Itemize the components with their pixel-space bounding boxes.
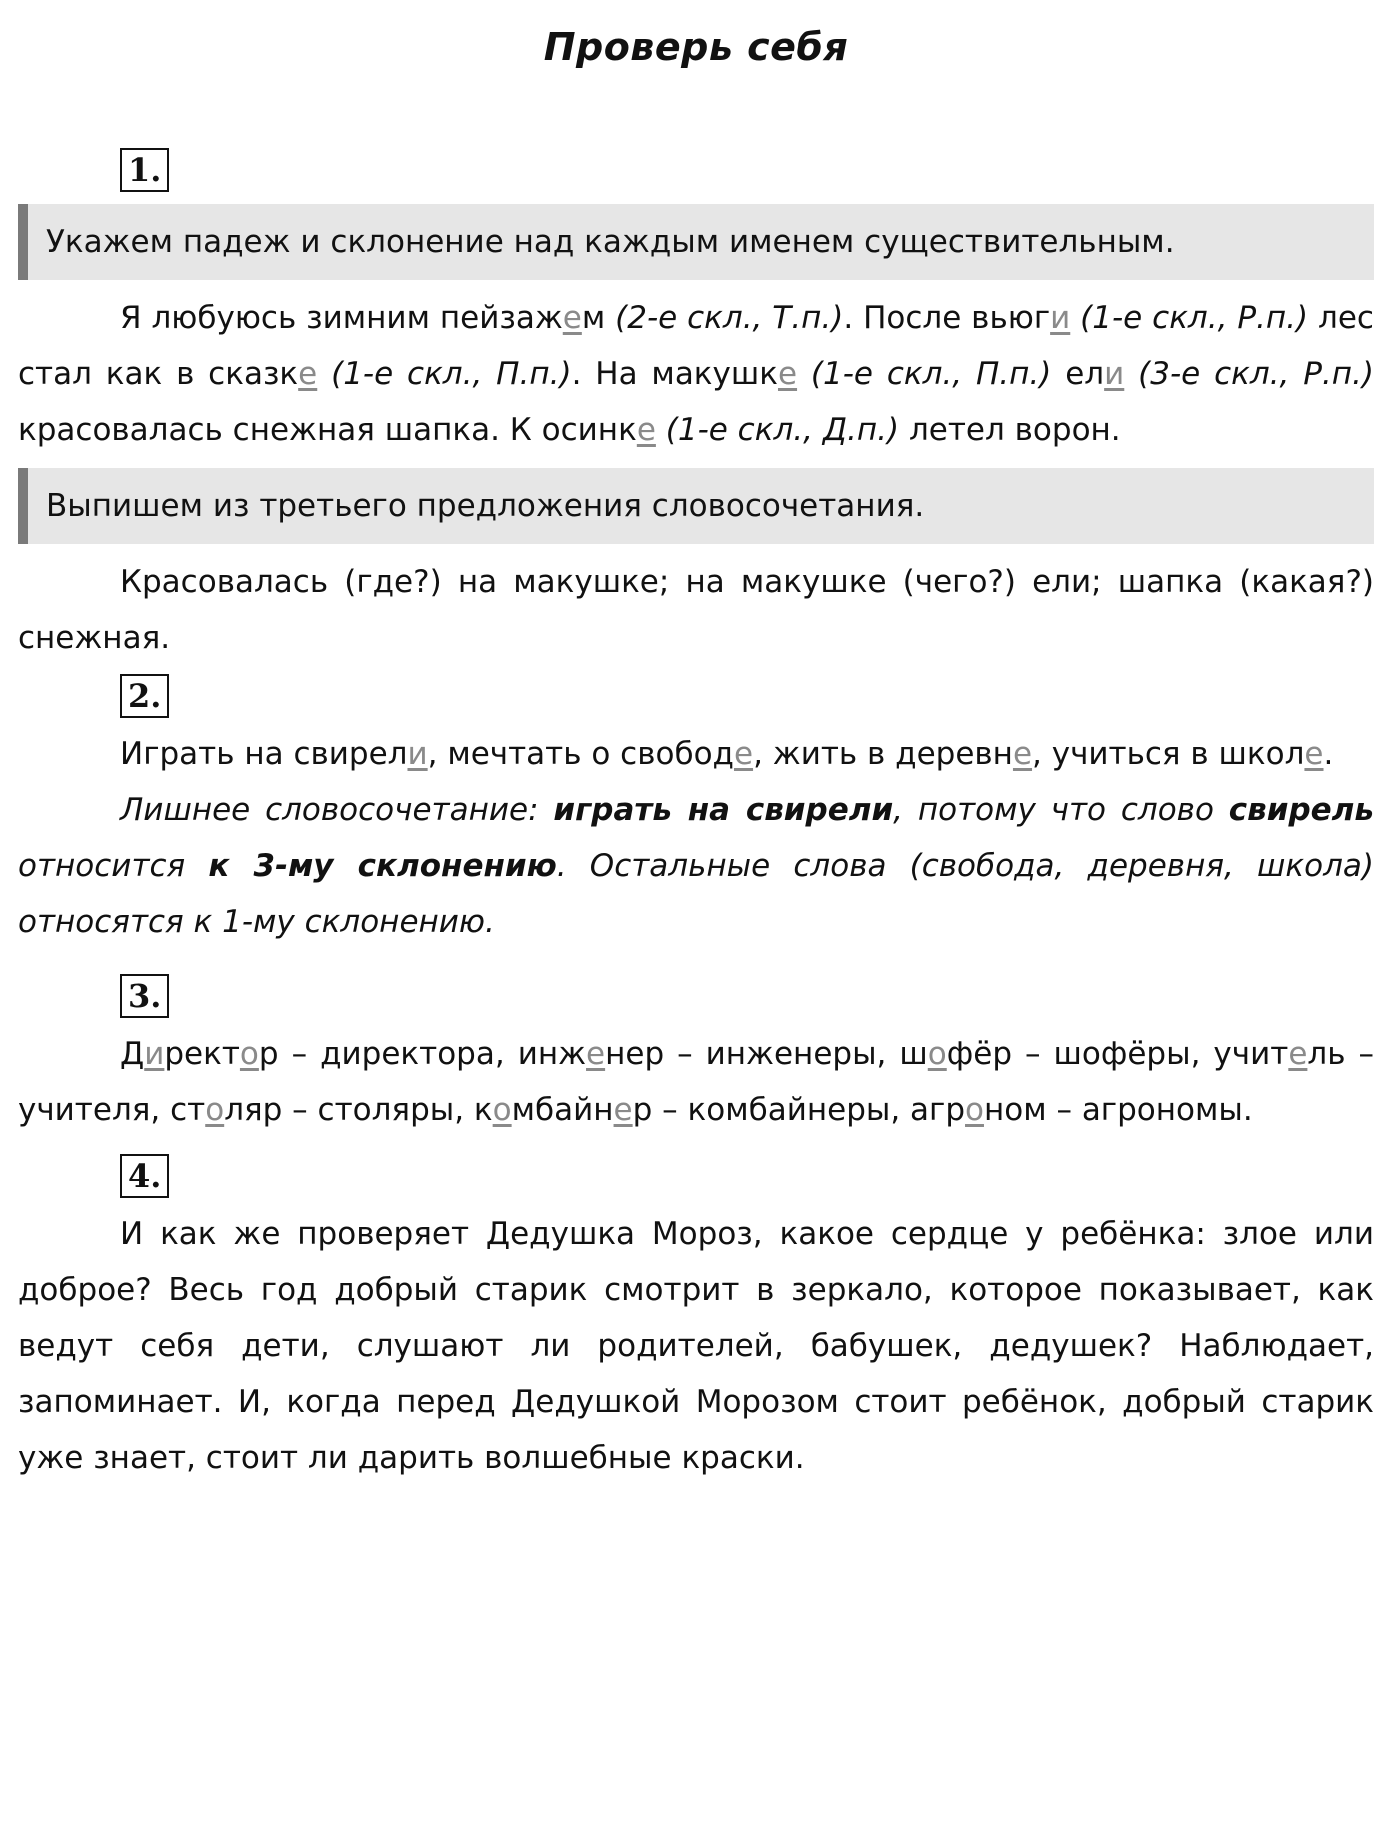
instruction-2: Выпишем из третьего предложения словосочетания. [18,468,1374,544]
highlighted-vowel: е [1288,1036,1308,1072]
text [1070,300,1080,336]
text: Лишнее словосочетание: [120,792,554,828]
task-4-paragraph: И как же проверяет Дедушка Мороз, какое сердце у ребёнка: злое или доброе? Весь год добрый старик смотрит в зеркало, которое показывает, как ведут себя дети, слушают ли родителей, бабушек, дедушек? Наблюдает, запоминает. И, когда перед Дедушкой Морозом стоит ребёнок, добрый старик уже знает, стоит ли дарить волшебные краски. [18,1216,1374,1476]
task-number-3: 3. [120,974,169,1018]
task-4-header [18,1154,1374,1198]
case-note: (1-е скл., Д.п.) [665,412,900,448]
case-note: (3-е скл., Р.п.) [1138,356,1374,392]
task-number-1: 1. [120,148,169,192]
task-2-note [18,782,1374,950]
text: нер – инженеры, ш [605,1036,928,1072]
task-1-paragraph-2: Красовалась (где?) на макушке; на макушке (чего?) ели; шапка (какая?) снежная. [18,564,1374,656]
text: р – комбайнеры, агр [632,1092,966,1128]
text: летел ворон. [899,412,1121,448]
text [797,356,811,392]
highlighted-ending: е [1304,736,1324,772]
text: . После вьюг [843,300,1051,336]
highlighted-vowel: и [144,1036,165,1072]
text: фёр – шофёры, учит [946,1036,1289,1072]
highlighted-ending: е [1012,736,1033,772]
highlighted-ending: е [298,356,318,392]
text [1124,356,1138,392]
highlighted-ending: и [1050,300,1071,336]
highlighted-vowel: о [239,1036,259,1072]
case-note: (1-е скл., П.п.) [331,356,572,392]
text: , потому что слово [893,792,1229,828]
highlighted-ending: и [1104,356,1125,392]
text: мбайн [511,1092,614,1128]
highlighted-ending: е [733,736,754,772]
text: , мечтать о свобод [427,736,734,772]
text: Играть на свирел [120,736,408,772]
text: рект [164,1036,240,1072]
text: р – директора, инж [258,1036,587,1072]
highlighted-vowel: е [613,1092,633,1128]
highlighted-vowel: о [965,1092,984,1128]
task-1-header [18,148,1374,192]
task-3-paragraph [18,1026,1374,1138]
text: м [581,300,616,336]
page-title: Проверь себя [543,25,849,69]
highlighted-vowel: о [205,1092,225,1128]
highlighted-ending: е [562,300,582,336]
task-2-header [18,674,1374,718]
text [656,412,666,448]
text: . На макушк [571,356,778,392]
task-2-paragraph [18,726,1374,782]
text: . Остальные слова (свобода, деревня, школа) относятся к 1-му склонению. [18,848,1374,940]
case-note: (1-е скл., Р.п.) [1080,300,1309,336]
case-note: (1-е скл., П.п.) [810,356,1052,392]
highlighted-vowel: о [927,1036,947,1072]
highlighted-vowel: о [492,1092,512,1128]
case-note: (2-е скл., Т.п.) [615,300,844,336]
text: ел [1051,356,1105,392]
bold-text: к 3-му склонению [208,848,557,884]
highlighted-vowel: е [586,1036,606,1072]
text: красовалась снежная шапка. К осинк [18,412,637,448]
text: относится [18,848,209,884]
text: . [1323,736,1334,772]
task-number-4: 4. [120,1154,169,1198]
text: Я любуюсь зимним пейзаж [120,300,563,336]
task-3-header [18,974,1374,1018]
text: ль – учителя, ст [18,1036,1374,1128]
highlighted-ending: е [636,412,656,448]
text: Д [120,1036,145,1072]
text [317,356,331,392]
task-number-2: 2. [120,674,169,718]
text: , учиться в школ [1032,736,1305,772]
task-1-paragraph-1 [18,290,1374,458]
instruction-1: Укажем падеж и склонение над каждым именем существительным. [18,204,1374,280]
text: ном – агрономы. [983,1092,1253,1128]
highlighted-ending: и [407,736,428,772]
text: лес стал как в сказк [18,300,1374,392]
bold-text: свирель [1228,792,1374,828]
highlighted-ending: е [777,356,798,392]
bold-text: играть на свирели [553,792,894,828]
text: , жить в деревн [753,736,1013,772]
text: ляр – столяры, к [224,1092,493,1128]
